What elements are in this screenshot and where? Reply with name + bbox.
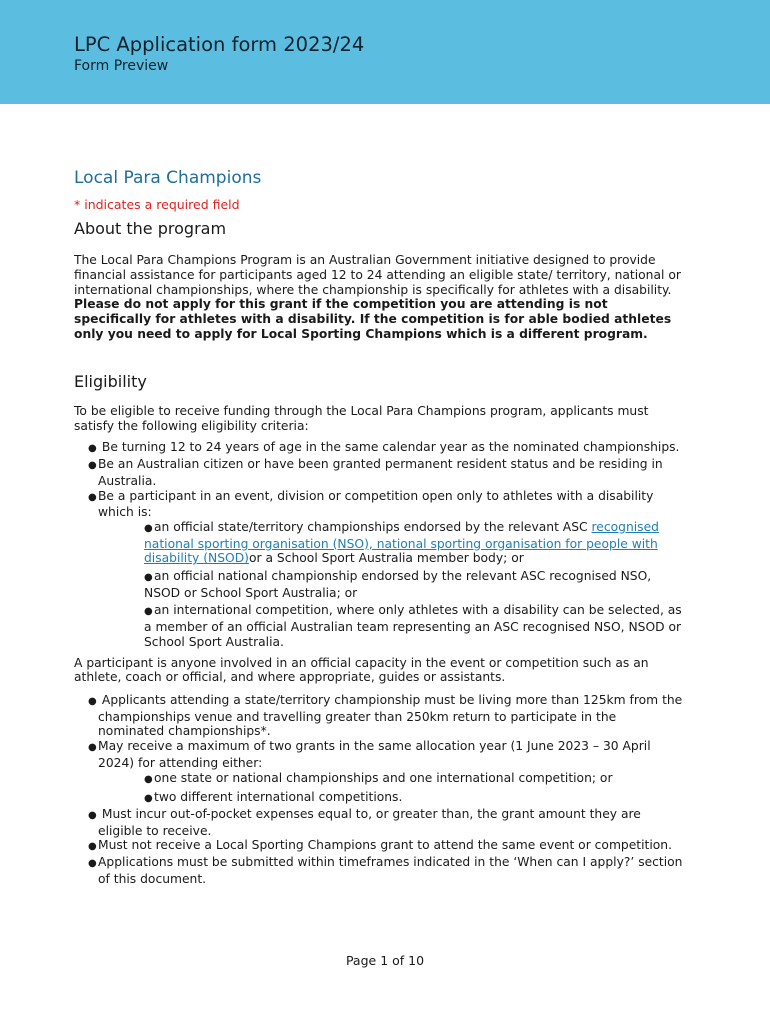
about-warning: Please do not apply for this grant if the competition you are attending is not specifically for athletes with a disability. If the competition is for able bodied athletes only you need to apply for Local Sporting Champions which is a different program.: [74, 297, 672, 341]
condition-text: one state or national championships and one international competition; or: [154, 770, 613, 785]
condition-text: Applications must be submitted within timeframes indicated in the ‘When can I apply?’ section of this document.: [98, 855, 683, 886]
list-item: [74, 855, 684, 886]
bullet-icon: ●: [88, 695, 97, 707]
bullet-icon: ●: [144, 522, 153, 534]
page-number: Page 1 of 10: [345, 953, 425, 968]
list-item: [74, 807, 684, 838]
form-title: Local Para Champions: [74, 168, 262, 188]
list-item: [144, 569, 684, 600]
participant-definition: A participant is anyone involved in an official capacity in the event or competition such as an athlete, coach or official, and where appropriate, guides or assistants.: [74, 655, 649, 685]
eligibility-intro: To be eligible to receive funding through the Local Para Champions program, applicants must satisfy the following eligibility criteria:: [74, 404, 649, 433]
condition-text: May receive a maximum of two grants in the same allocation year (1 June 2023 – 30 April 2024) for attending either:: [98, 739, 651, 770]
about-text: The Local Para Champions Program is an Australian Government initiative designed to provide financial assistance for participants aged 12 to 24 attending an eligible state/ territory, national or international championships, where the championship is specifically for athletes with a disability.: [74, 253, 681, 297]
criteria-text: Be a participant in an event, division or competition open only to athletes with a disability which is:: [98, 488, 654, 520]
page-header: [0, 0, 770, 104]
condition-text: Must incur out-of-pocket expenses equal to, or greater than, the grant amount they are eligible to receive.: [98, 806, 641, 838]
grant-options-list: [144, 771, 684, 807]
bullet-icon: ●: [144, 606, 153, 618]
criteria-text: Be turning 12 to 24 years of age in the same calendar year as the nominated championships.: [98, 440, 680, 455]
bullet-icon: ●: [88, 841, 97, 853]
event-text: an official state/territory championships endorsed by the relevant ASC: [154, 519, 592, 534]
criteria-text: Be an Australian citizen or have been granted permanent resident status and be residing in Australia.: [98, 457, 663, 488]
list-item: [74, 693, 684, 739]
list-item: [74, 739, 684, 807]
list-item: [74, 838, 684, 855]
list-item: [74, 440, 684, 457]
condition-text: Must not receive a Local Sporting Champions grant to attend the same event or competition.: [98, 838, 673, 853]
bullet-icon: ●: [88, 460, 97, 472]
list-item: [74, 457, 684, 488]
bullet-icon: ●: [144, 572, 153, 584]
event-text: an international competition, where only athletes with a disability can be selected, as a member of an official Australian team representing an ASC recognised NSO, NSOD or School Sport Australia.: [144, 603, 682, 649]
bullet-icon: ●: [88, 809, 97, 821]
event-text: or a School Sport Australia member body; or: [248, 551, 524, 566]
bullet-icon: ●: [88, 742, 97, 754]
document-title: LPC Application form 2023/24: [74, 33, 365, 56]
eligibility-criteria-list: [74, 440, 684, 649]
list-item: [144, 603, 684, 649]
form-content: [74, 168, 684, 886]
list-item: [144, 520, 684, 566]
list-item: [144, 771, 684, 788]
bullet-icon: ●: [88, 443, 97, 455]
eligibility-heading: Eligibility: [74, 372, 147, 392]
document-subtitle: Form Preview: [74, 58, 169, 74]
bullet-icon: ●: [88, 858, 97, 870]
bullet-icon: ●: [88, 491, 97, 503]
nso-nsod-link[interactable]: recognised national sporting organisation (NSO), national sporting organisation for people with disability (NSOD): [144, 519, 659, 566]
condition-text: two different international competitions.: [154, 790, 403, 805]
conditions-list: [74, 693, 684, 886]
list-item: [144, 790, 684, 807]
about-heading: About the program: [74, 219, 227, 239]
about-paragraph: [74, 253, 684, 341]
event-text: an official national championship endorsed by the relevant ASC recognised NSO, NSOD or School Sport Australia; or: [144, 569, 652, 600]
bullet-icon: ●: [144, 793, 153, 805]
condition-text: Applicants attending a state/territory championship must be living more than 125km from the championships venue and travelling greater than 250km return to participate in the nominated championships*.: [98, 692, 683, 739]
bullet-icon: ●: [144, 773, 153, 785]
required-field-note: * indicates a required field: [74, 196, 240, 212]
eligible-events-list: [144, 520, 684, 650]
list-item: [74, 489, 684, 650]
